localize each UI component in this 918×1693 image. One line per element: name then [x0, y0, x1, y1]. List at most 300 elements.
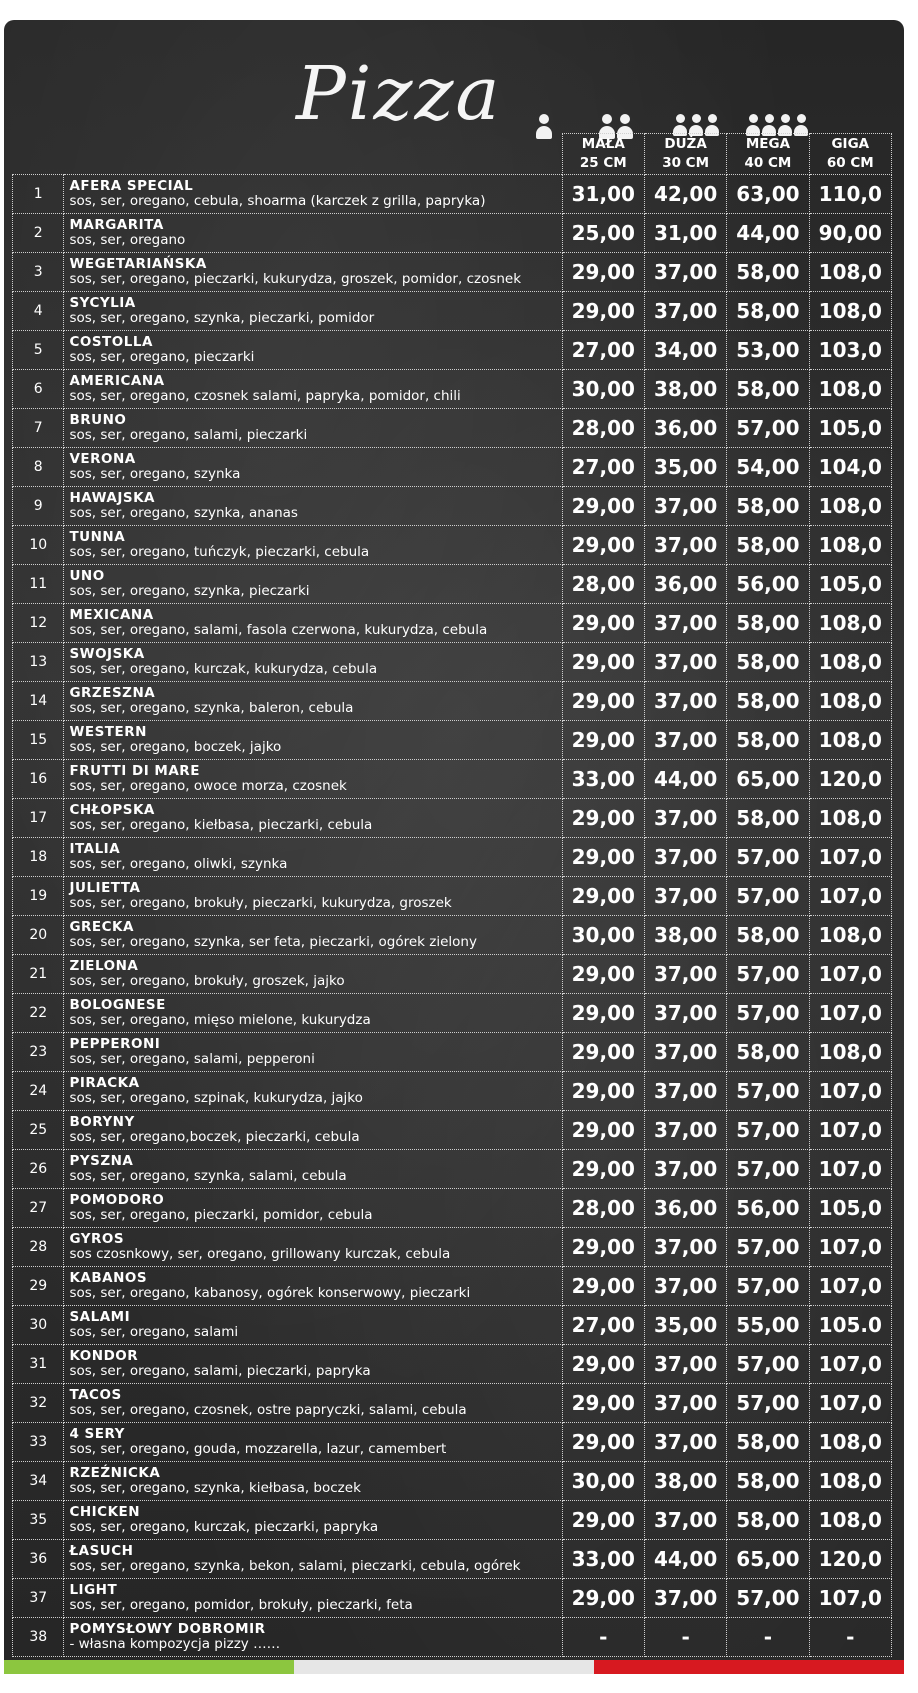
- table-row: [13, 1462, 892, 1501]
- pizza-number: 38: [13, 1618, 64, 1657]
- pizza-price: 37,00: [644, 1228, 726, 1267]
- pizza-name: CHŁOPSKA: [69, 802, 155, 818]
- pizza-ingredients: sos, ser, oregano, salami, pepperoni: [69, 1051, 315, 1067]
- pizza-price: 58,00: [727, 799, 809, 838]
- pizza-number: 20: [13, 916, 64, 955]
- pizza-number: 8: [13, 448, 64, 487]
- pizza-ingredients: sos, ser, oregano: [69, 232, 186, 248]
- pizza-name: SYCYLIA: [69, 295, 136, 311]
- pizza-price: 37,00: [644, 838, 726, 877]
- pizza-price: 108,0: [809, 721, 891, 760]
- pizza-description: [64, 175, 562, 214]
- pizza-name: CHICKEN: [69, 1504, 141, 1520]
- pizza-number: 11: [13, 565, 64, 604]
- pizza-ingredients: sos, ser, oregano, czosnek, ostre papryczki, salami, cebula: [69, 1402, 467, 1418]
- pizza-price: 108,0: [809, 292, 891, 331]
- pizza-name: MARGARITA: [69, 217, 164, 233]
- pizza-name: GRECKA: [69, 919, 134, 935]
- table-row: [13, 994, 892, 1033]
- pizza-name: UNO: [69, 568, 105, 584]
- pizza-ingredients: sos, ser, oregano, cebula, shoarma (karczek z grilla, papryka): [69, 193, 486, 209]
- pizza-ingredients: sos, ser, oregano, szynka: [69, 466, 241, 482]
- size-header-small: MAŁA 25 CM: [562, 134, 644, 175]
- table-row: [13, 253, 892, 292]
- pizza-price: 108,0: [809, 1501, 891, 1540]
- pizza-name: PEPPERONI: [69, 1036, 161, 1052]
- pizza-description: [64, 253, 562, 292]
- pizza-price: 108,0: [809, 1423, 891, 1462]
- pizza-number: 13: [13, 643, 64, 682]
- pizza-price: 65,00: [727, 1540, 809, 1579]
- size-header-giga: GIGA 60 CM: [809, 134, 891, 175]
- pizza-number: 2: [13, 214, 64, 253]
- pizza-price: 108,0: [809, 643, 891, 682]
- pizza-price: 57,00: [727, 1111, 809, 1150]
- pizza-price: 57,00: [727, 409, 809, 448]
- pizza-price: 58,00: [727, 1423, 809, 1462]
- size-header-large: DUŻA 30 CM: [644, 134, 726, 175]
- pizza-number: 18: [13, 838, 64, 877]
- pizza-description: [64, 1111, 562, 1150]
- pizza-price: 54,00: [727, 448, 809, 487]
- pizza-description: [64, 682, 562, 721]
- pizza-price: 29,00: [562, 721, 644, 760]
- table-row: [13, 760, 892, 799]
- pizza-number: 4: [13, 292, 64, 331]
- pizza-price: 120,0: [809, 760, 891, 799]
- pizza-price: 58,00: [727, 721, 809, 760]
- flag-stripe-red: [594, 1660, 904, 1674]
- pizza-price: 37,00: [644, 1072, 726, 1111]
- pizza-price: 37,00: [644, 1423, 726, 1462]
- table-row: [13, 1150, 892, 1189]
- pizza-price: 44,00: [644, 1540, 726, 1579]
- pizza-price: 25,00: [562, 214, 644, 253]
- table-row: [13, 1579, 892, 1618]
- pizza-number: 23: [13, 1033, 64, 1072]
- pizza-price: 30,00: [562, 916, 644, 955]
- pizza-number: 14: [13, 682, 64, 721]
- pizza-description: [64, 838, 562, 877]
- pizza-description: [64, 1501, 562, 1540]
- pizza-description: [64, 799, 562, 838]
- table-row: [13, 1033, 892, 1072]
- pizza-price: 108,0: [809, 604, 891, 643]
- pizza-price: 103,0: [809, 331, 891, 370]
- pizza-ingredients: sos, ser, oregano, szynka, ananas: [69, 505, 298, 521]
- pizza-price: 108,0: [809, 526, 891, 565]
- pizza-name: MEXICANA: [69, 607, 154, 623]
- pizza-price: 108,0: [809, 253, 891, 292]
- pizza-price: 105.0: [809, 1306, 891, 1345]
- pizza-number: 27: [13, 1189, 64, 1228]
- pizza-number: 22: [13, 994, 64, 1033]
- pizza-description: [64, 1306, 562, 1345]
- pizza-price: 58,00: [727, 292, 809, 331]
- pizza-price: 58,00: [727, 526, 809, 565]
- table-row: [13, 1540, 892, 1579]
- pizza-name: LIGHT: [69, 1582, 118, 1598]
- pizza-price: 58,00: [727, 1033, 809, 1072]
- pizza-price: 56,00: [727, 565, 809, 604]
- size-header-mega: MEGA 40 CM: [727, 134, 809, 175]
- pizza-price: 107,0: [809, 994, 891, 1033]
- pizza-price: 29,00: [562, 604, 644, 643]
- pizza-price: 34,00: [644, 331, 726, 370]
- pizza-ingredients: sos, ser, oregano, tuńczyk, pieczarki, cebula: [69, 544, 370, 560]
- pizza-ingredients: sos, ser, oregano, brokuły, pieczarki, kukurydza, groszek: [69, 895, 452, 911]
- table-row: [13, 1267, 892, 1306]
- pizza-price: 105,0: [809, 1189, 891, 1228]
- pizza-name: ŁASUCH: [69, 1543, 134, 1559]
- pizza-price: 38,00: [644, 916, 726, 955]
- pizza-ingredients: sos, ser, oregano, kabanosy, ogórek konserwowy, pieczarki: [69, 1285, 471, 1301]
- pizza-name: GYROS: [69, 1231, 125, 1247]
- pizza-number: 1: [13, 175, 64, 214]
- table-row: [13, 955, 892, 994]
- flag-stripe-white: [294, 1660, 594, 1674]
- pizza-number: 28: [13, 1228, 64, 1267]
- pizza-name: COSTOLLA: [69, 334, 153, 350]
- pizza-number: 9: [13, 487, 64, 526]
- pizza-price: 108,0: [809, 916, 891, 955]
- pizza-price: 29,00: [562, 1501, 644, 1540]
- pizza-ingredients: sos, ser, oregano, oliwki, szynka: [69, 856, 288, 872]
- pizza-price: 35,00: [644, 448, 726, 487]
- table-row: [13, 1384, 892, 1423]
- pizza-description: [64, 1384, 562, 1423]
- pizza-price: 29,00: [562, 1345, 644, 1384]
- pizza-price: 107,0: [809, 1111, 891, 1150]
- pizza-description: [64, 955, 562, 994]
- pizza-price: 29,00: [562, 253, 644, 292]
- pizza-ingredients: sos, ser, oregano, salami: [69, 1324, 239, 1340]
- pizza-price: 107,0: [809, 955, 891, 994]
- pizza-price: 38,00: [644, 370, 726, 409]
- pizza-description: [64, 409, 562, 448]
- pizza-price: 108,0: [809, 1462, 891, 1501]
- pizza-price: 36,00: [644, 1189, 726, 1228]
- pizza-name: VERONA: [69, 451, 136, 467]
- pizza-price: 107,0: [809, 1267, 891, 1306]
- pizza-price: 57,00: [727, 1345, 809, 1384]
- pizza-ingredients: sos, ser, oregano, kurczak, kukurydza, cebula: [69, 661, 378, 677]
- pizza-price: 35,00: [644, 1306, 726, 1345]
- flag-stripe-green: [4, 1660, 294, 1674]
- pizza-ingredients: sos, ser, oregano, szynka, salami, cebula: [69, 1168, 347, 1184]
- pizza-price: 58,00: [727, 1501, 809, 1540]
- pizza-price: 27,00: [562, 331, 644, 370]
- pizza-ingredients: sos, ser, oregano, mięso mielone, kukurydza: [69, 1012, 371, 1028]
- pizza-price: 29,00: [562, 877, 644, 916]
- pizza-ingredients: sos, ser, oregano, gouda, mozzarella, lazur, camembert: [69, 1441, 447, 1457]
- pizza-price: 58,00: [727, 1462, 809, 1501]
- pizza-description: [64, 1618, 562, 1657]
- pizza-name: KONDOR: [69, 1348, 139, 1364]
- pizza-price: 90,00: [809, 214, 891, 253]
- pizza-name: WESTERN: [69, 724, 147, 740]
- pizza-price: 57,00: [727, 1384, 809, 1423]
- pizza-price: 58,00: [727, 487, 809, 526]
- pizza-price: 37,00: [644, 1501, 726, 1540]
- pizza-description: [64, 1033, 562, 1072]
- pizza-price: 28,00: [562, 1189, 644, 1228]
- pizza-number: 24: [13, 1072, 64, 1111]
- pizza-description: [64, 994, 562, 1033]
- pizza-price: 108,0: [809, 682, 891, 721]
- pizza-price: 38,00: [644, 1462, 726, 1501]
- pizza-name: SWOJSKA: [69, 646, 145, 662]
- pizza-price: 37,00: [644, 1111, 726, 1150]
- pizza-price: 58,00: [727, 682, 809, 721]
- pizza-description: [64, 1228, 562, 1267]
- pizza-price: 29,00: [562, 682, 644, 721]
- pizza-price: 44,00: [644, 760, 726, 799]
- pizza-name: KABANOS: [69, 1270, 148, 1286]
- pizza-number: 15: [13, 721, 64, 760]
- pizza-description: [64, 370, 562, 409]
- table-row: [13, 370, 892, 409]
- pizza-price: 37,00: [644, 994, 726, 1033]
- pizza-price: 37,00: [644, 1150, 726, 1189]
- pizza-price: -: [562, 1618, 644, 1657]
- pizza-number: 35: [13, 1501, 64, 1540]
- pizza-price: 65,00: [727, 760, 809, 799]
- table-row: [13, 1189, 892, 1228]
- pizza-name: ITALIA: [69, 841, 121, 857]
- pizza-price: 33,00: [562, 760, 644, 799]
- pizza-price: 37,00: [644, 877, 726, 916]
- pizza-price: 55,00: [727, 1306, 809, 1345]
- pizza-description: [64, 1462, 562, 1501]
- pizza-name: RZEŹNICKA: [69, 1465, 161, 1481]
- pizza-price: 107,0: [809, 1345, 891, 1384]
- pizza-price: 58,00: [727, 370, 809, 409]
- pizza-price: 58,00: [727, 253, 809, 292]
- pizza-price: 37,00: [644, 682, 726, 721]
- pizza-name: TUNNA: [69, 529, 126, 545]
- pizza-number: 29: [13, 1267, 64, 1306]
- pizza-name: WEGETARIAŃSKA: [69, 256, 207, 272]
- pizza-price: 107,0: [809, 838, 891, 877]
- pizza-price: 108,0: [809, 799, 891, 838]
- pizza-price: 33,00: [562, 1540, 644, 1579]
- pizza-price: 57,00: [727, 1150, 809, 1189]
- pizza-price: 29,00: [562, 643, 644, 682]
- table-row: [13, 1228, 892, 1267]
- pizza-price: 28,00: [562, 409, 644, 448]
- pizza-price: 27,00: [562, 1306, 644, 1345]
- pizza-price: -: [644, 1618, 726, 1657]
- pizza-ingredients: sos, ser, oregano, szynka, pieczarki: [69, 583, 310, 599]
- pizza-ingredients: sos, ser, oregano, pieczarki, pomidor, cebula: [69, 1207, 373, 1223]
- pizza-price: 56,00: [727, 1189, 809, 1228]
- table-row: [13, 877, 892, 916]
- pizza-ingredients: sos, ser, oregano, owoce morza, czosnek: [69, 778, 347, 794]
- pizza-description: [64, 487, 562, 526]
- pizza-ingredients: sos, ser, oregano, szynka, baleron, cebula: [69, 700, 354, 716]
- pizza-price: 29,00: [562, 1072, 644, 1111]
- pizza-price: 29,00: [562, 838, 644, 877]
- pizza-price: 58,00: [727, 916, 809, 955]
- pizza-price: 57,00: [727, 838, 809, 877]
- table-row: [13, 1345, 892, 1384]
- pizza-ingredients: sos, ser, oregano, salami, pieczarki, papryka: [69, 1363, 371, 1379]
- pizza-price: 107,0: [809, 1150, 891, 1189]
- pizza-price: 58,00: [727, 604, 809, 643]
- pizza-price: 108,0: [809, 1033, 891, 1072]
- pizza-price: 31,00: [644, 214, 726, 253]
- table-row: [13, 1423, 892, 1462]
- table-row: [13, 1111, 892, 1150]
- pizza-name: GRZESZNA: [69, 685, 156, 701]
- pizza-name: POMODORO: [69, 1192, 165, 1208]
- pizza-price: 29,00: [562, 799, 644, 838]
- pizza-number: 5: [13, 331, 64, 370]
- pizza-number: 36: [13, 1540, 64, 1579]
- pizza-price: 37,00: [644, 526, 726, 565]
- table-row: [13, 799, 892, 838]
- pizza-price: 37,00: [644, 1267, 726, 1306]
- pizza-price: 105,0: [809, 409, 891, 448]
- pizza-ingredients: sos, ser, oregano, szynka, ser feta, pieczarki, ogórek zielony: [69, 934, 477, 950]
- pizza-price: 53,00: [727, 331, 809, 370]
- pizza-price: 107,0: [809, 1072, 891, 1111]
- pizza-price: 29,00: [562, 292, 644, 331]
- pizza-price: 57,00: [727, 877, 809, 916]
- pizza-number: 25: [13, 1111, 64, 1150]
- pizza-price: 36,00: [644, 409, 726, 448]
- pizza-price: 31,00: [562, 175, 644, 214]
- pizza-number: 3: [13, 253, 64, 292]
- pizza-price: 37,00: [644, 253, 726, 292]
- pizza-price: 58,00: [727, 643, 809, 682]
- pizza-price: 107,0: [809, 1579, 891, 1618]
- pizza-price: 29,00: [562, 1033, 644, 1072]
- pizza-number: 19: [13, 877, 64, 916]
- pizza-ingredients: sos, ser, oregano, czosnek salami, papryka, pomidor, chili: [69, 388, 461, 404]
- size-header-row: [13, 134, 892, 175]
- pizza-description: [64, 1189, 562, 1228]
- pizza-description: [64, 331, 562, 370]
- pizza-ingredients: sos, ser, oregano, salami, pieczarki: [69, 427, 308, 443]
- pizza-description: [64, 604, 562, 643]
- pizza-price: 28,00: [562, 565, 644, 604]
- pizza-price: 29,00: [562, 1384, 644, 1423]
- pizza-name: PYSZNA: [69, 1153, 134, 1169]
- pizza-ingredients: sos, ser, oregano, szynka, pieczarki, pomidor: [69, 310, 375, 326]
- pizza-number: 31: [13, 1345, 64, 1384]
- table-row: [13, 175, 892, 214]
- pizza-price: 30,00: [562, 370, 644, 409]
- menu-title: Pizza: [296, 51, 502, 137]
- table-row: [13, 526, 892, 565]
- pizza-number: 7: [13, 409, 64, 448]
- pizza-number: 10: [13, 526, 64, 565]
- pizza-number: 34: [13, 1462, 64, 1501]
- pizza-name: TACOS: [69, 1387, 122, 1403]
- pizza-ingredients: sos czosnkowy, ser, oregano, grillowany kurczak, cebula: [69, 1246, 451, 1262]
- table-row: [13, 292, 892, 331]
- pizza-price: 110,0: [809, 175, 891, 214]
- pizza-description: [64, 526, 562, 565]
- pizza-name: JULIETTA: [69, 880, 141, 896]
- table-row: [13, 838, 892, 877]
- table-row: [13, 448, 892, 487]
- pizza-ingredients: sos, ser, oregano, pomidor, brokuły, pieczarki, feta: [69, 1597, 413, 1613]
- pizza-ingredients: sos, ser, oregano, kurczak, pieczarki, papryka: [69, 1519, 379, 1535]
- pizza-name: SALAMI: [69, 1309, 131, 1325]
- pizza-description: [64, 643, 562, 682]
- pizza-description: [64, 1150, 562, 1189]
- pizza-price: 105,0: [809, 565, 891, 604]
- pizza-description: [64, 760, 562, 799]
- pizza-price: 29,00: [562, 1150, 644, 1189]
- pizza-price: 29,00: [562, 1228, 644, 1267]
- pizza-price: 37,00: [644, 721, 726, 760]
- pizza-ingredients: sos, ser, oregano, szpinak, kukurydza, jajko: [69, 1090, 363, 1106]
- pizza-ingredients: sos, ser, oregano, boczek, jajko: [69, 739, 282, 755]
- pizza-ingredients: sos, ser, oregano, szynka, bekon, salami, pieczarki, cebula, ogórek: [69, 1558, 521, 1574]
- pizza-name: AFERA SPECIAL: [69, 178, 194, 194]
- pizza-price: 37,00: [644, 1345, 726, 1384]
- pizza-price: 37,00: [644, 487, 726, 526]
- table-row: [13, 604, 892, 643]
- pizza-price-table: [12, 133, 892, 1657]
- pizza-ingredients: sos, ser, oregano, brokuły, groszek, jajko: [69, 973, 345, 989]
- pizza-name: HAWAJSKA: [69, 490, 155, 506]
- pizza-price: 42,00: [644, 175, 726, 214]
- pizza-number: 37: [13, 1579, 64, 1618]
- table-row: [13, 331, 892, 370]
- table-row: [13, 1618, 892, 1657]
- pizza-price: 37,00: [644, 1033, 726, 1072]
- pizza-description: [64, 1540, 562, 1579]
- pizza-price: 57,00: [727, 1267, 809, 1306]
- table-row: [13, 409, 892, 448]
- pizza-name: POMYSŁOWY DOBROMIR: [69, 1621, 266, 1637]
- pizza-price: 37,00: [644, 292, 726, 331]
- pizza-price: 30,00: [562, 1462, 644, 1501]
- pizza-name: BRUNO: [69, 412, 127, 428]
- pizza-price: 107,0: [809, 1384, 891, 1423]
- pizza-price: 37,00: [644, 955, 726, 994]
- pizza-price: 29,00: [562, 994, 644, 1033]
- table-row: [13, 1501, 892, 1540]
- pizza-name: AMERICANA: [69, 373, 165, 389]
- pizza-price: 37,00: [644, 1579, 726, 1618]
- pizza-number: 32: [13, 1384, 64, 1423]
- pizza-price: 29,00: [562, 1579, 644, 1618]
- pizza-price: 37,00: [644, 604, 726, 643]
- table-row: [13, 643, 892, 682]
- pizza-description: [64, 877, 562, 916]
- pizza-price: 107,0: [809, 877, 891, 916]
- table-row: [13, 682, 892, 721]
- pizza-price: 57,00: [727, 1228, 809, 1267]
- pizza-number: 26: [13, 1150, 64, 1189]
- pizza-price: 36,00: [644, 565, 726, 604]
- pizza-description: [64, 721, 562, 760]
- pizza-number: 16: [13, 760, 64, 799]
- pizza-price: 37,00: [644, 643, 726, 682]
- pizza-price: 37,00: [644, 799, 726, 838]
- pizza-price: 37,00: [644, 1384, 726, 1423]
- pizza-price: 29,00: [562, 1423, 644, 1462]
- pizza-number: 6: [13, 370, 64, 409]
- pizza-description: [64, 1579, 562, 1618]
- pizza-price: 120,0: [809, 1540, 891, 1579]
